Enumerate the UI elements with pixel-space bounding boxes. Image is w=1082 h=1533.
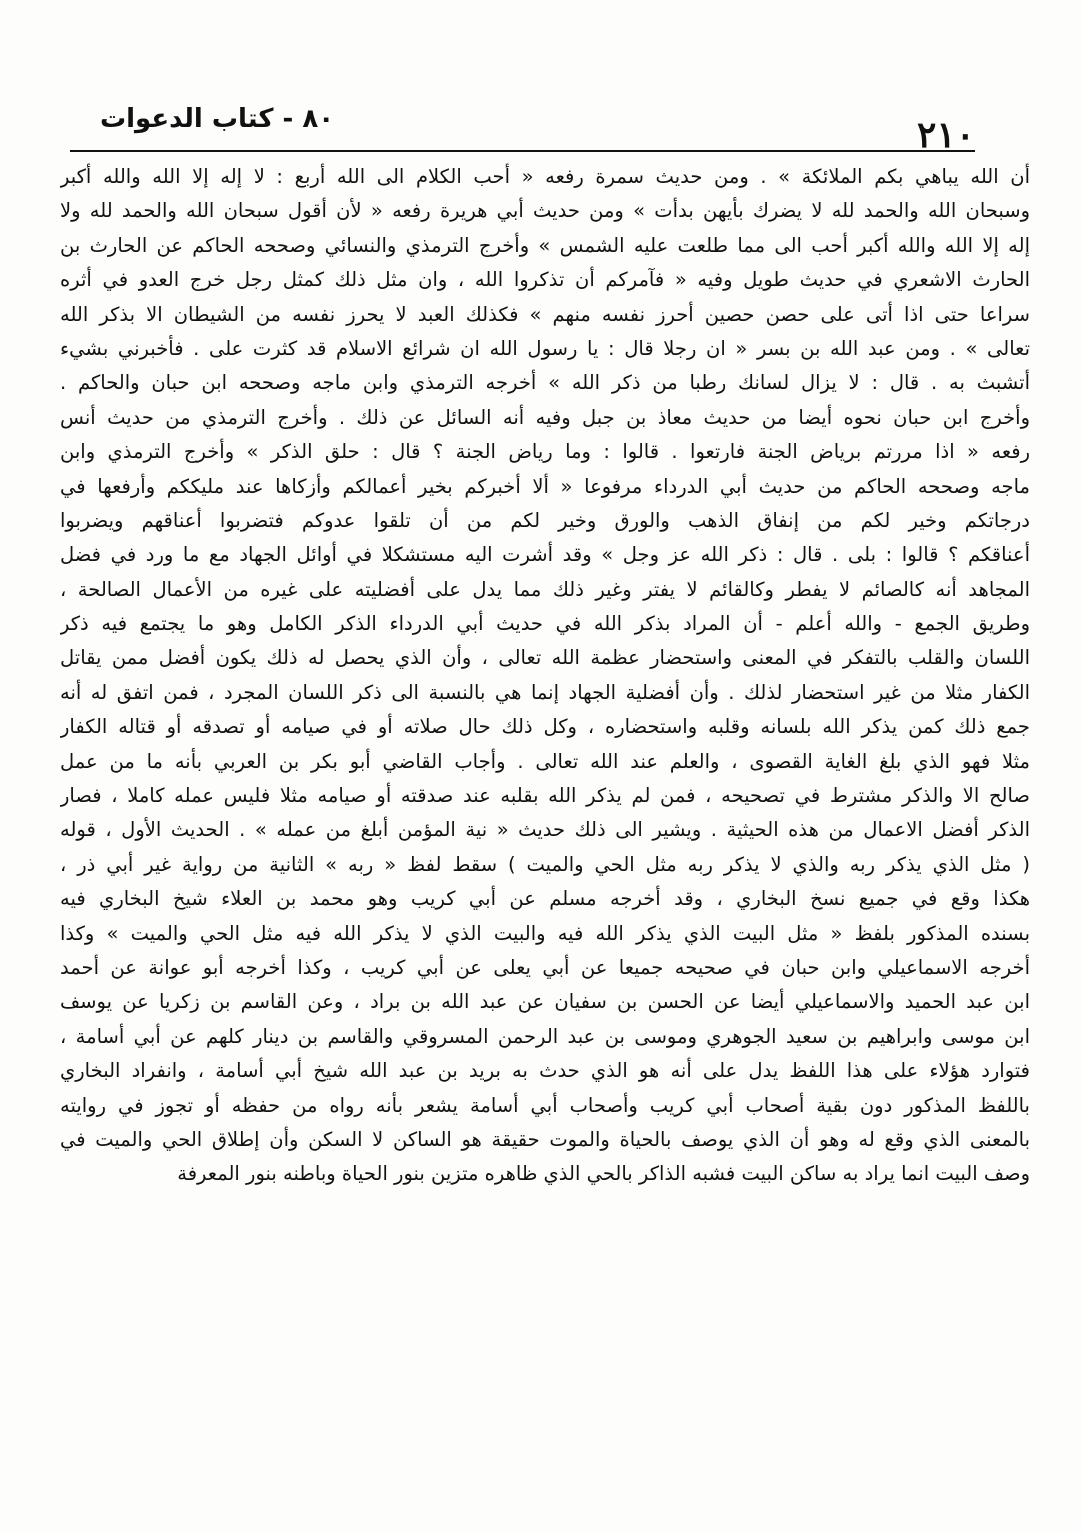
header-rule: [70, 150, 975, 152]
text-line: أن الله يباهي بكم الملائكة » . ومن حديث سمرة رفعه « أحب الكلام الى الله أربع : لا إله إلا الله والله أكبر: [60, 165, 1030, 188]
text-line: صالح الا والذكر مشترط في تصحيحه ، فمن لم يذكر الله بقلبه عند صدقته أو صيامه مثلا فليس عمله كاملا ، فصار: [60, 784, 1030, 808]
text-line: اللسان والقلب بالتفكر في المعنى واستحضار عظمة الله تعالى ، وأن الذي يحصل له ذلك يكون أفضل ممن يقاتل: [60, 646, 1030, 670]
text-line: جمع ذلك كمن يذكر الله بلسانه وقلبه واستحضاره ، وكل ذلك حال صلاته أو في صيامه أو تصدقه أو قتاله الكفار: [60, 715, 1030, 739]
text-line: ابن موسى وابراهيم بن سعيد الجوهري وموسى بن عبد الرحمن المسروقي والقاسم بن دينار كلهم عن أبي أسامة ،: [60, 1024, 1030, 1048]
text-line: الذكر أفضل الاعمال من هذه الحيثية . ويشير الى ذلك حديث « نية المؤمن أبلغ من عمله » . الحديث الأول ، قوله: [60, 818, 1030, 842]
running-head: ٨٠ - كتاب الدعوات: [100, 104, 335, 134]
text-line: بالمعنى الذي وقع له وهو أن الذي يوصف بالحياة والموت حقيقة هو الساكن لا السكن وأن إطلاق الحي والميت في: [60, 1127, 1030, 1151]
page-header: [70, 96, 975, 156]
text-line: أعناقكم ؟ قالوا : بلى . قال : ذكر الله عز وجل » وقد أشرت اليه مستشكلا في أوائل الجهاد مع ما ورد في فضل: [60, 543, 1030, 567]
body-text: [60, 160, 1030, 1450]
text-line: ( مثل الذي يذكر ربه والذي لا يذكر ربه مثل الحي والميت ) سقط لفظ « ربه » الثانية من رواية غير أبي ذر ،: [60, 852, 1030, 876]
page-number: ٢١٠: [916, 114, 975, 156]
text-line: بسنده المذكور بلفظ « مثل البيت الذي يذكر الله فيه والبيت الذي لا يذكر الله فيه مثل الحي والميت » وكذا: [60, 921, 1030, 945]
text-line: وطريق الجمع - والله أعلم - أن المراد بذكر الله في حديث أبي الدرداء الذكر الكامل وهو ما يجتمع فيه ذكر: [60, 612, 1030, 636]
text-line: وأخرج ابن حبان نحوه أيضا من حديث معاذ بن جبل وفيه أنه السائل عن ذلك . وأخرج الترمذي من حديث أنس: [60, 405, 1030, 429]
text-line: درجاتكم وخير لكم من إنفاق الذهب والورق وخير لكم من أن تلقوا عدوكم فتضربوا أعناقهم ويضربوا: [60, 508, 1030, 532]
text-line: مثلا فهو الذي بلغ الغاية القصوى ، والعلم عند الله تعالى . وأجاب القاضي أبو بكر بن العربي بأنه ما من عمل: [60, 749, 1030, 773]
text-line: الكفار مثلا من غير استحضار لذلك . وأن أفضلية الجهاد إنما هي بالنسبة الى ذكر اللسان المجرد ، فمن اتفق له أنه: [60, 680, 1030, 704]
text-line: إله إلا الله والله أكبر أحب الى مما طلعت عليه الشمس » وأخرج الترمذي والنسائي وصححه الحاكم عن الحارث بن: [60, 233, 1030, 257]
text-line: وسبحان الله والحمد لله لا يضرك بأيهن بدأت » ومن حديث أبي هريرة رفعه « لأن أقول سبحان الله والحمد لله ولا: [60, 199, 1030, 223]
text-line: المجاهد أنه كالصائم لا يفطر وكالقائم لا يفتر وغير ذلك مما يدل على أفضليته على غيره من الأعمال الصالحة ،: [60, 577, 1030, 601]
text-line: تعالى » . ومن عبد الله بن بسر « ان رجلا قال : يا رسول الله ان شرائع الاسلام قد كثرت على . فأخبرني بشيء: [60, 336, 1030, 360]
text-line: باللفظ المذكور دون بقية أصحاب أبي كريب وأصحاب أبي أسامة يشعر بأنه رواه من حفظه أو تجوز في روايته: [60, 1093, 1030, 1117]
text-line: هكذا وقع في جميع نسخ البخاري ، وقد أخرجه مسلم عن أبي كريب وهو محمد بن العلاء شيخ البخاري فيه: [60, 887, 1030, 911]
text-line: أخرجه الاسماعيلي وابن حبان في صحيحه جميعا عن أبي يعلى عن أبي كريب ، وكذا أخرجه أبو عوانة عن أحمد: [60, 955, 1030, 979]
text-line: سراعا حتى اذا أتى على حصن حصين أحرز نفسه منهم » فكذلك العبد لا يحرز نفسه من الشيطان الا بذكر الله: [60, 302, 1030, 326]
text-line: فتوارد هؤلاء على هذا اللفظ يدل على أنه هو الذي حدث به بريد بن عبد الله شيخ أبي أسامة ، وانفراد البخاري: [60, 1059, 1030, 1083]
text-line: الحارث الاشعري في حديث طويل وفيه « فآمركم أن تذكروا الله ، وان مثل ذلك كمثل رجل خرج العدو في أثره: [60, 268, 1030, 292]
text-line: أتشبث به . قال : لا يزال لسانك رطبا من ذكر الله » أخرجه الترمذي وابن ماجه وصححه ابن حبان والحاكم .: [60, 371, 1030, 395]
text-line: ماجه وصححه الحاكم من حديث أبي الدرداء مرفوعا « ألا أخبركم بخير أعمالكم وأزكاها عند مليككم وأرفعها في: [60, 474, 1030, 498]
text-line: رفعه « اذا مررتم برياض الجنة فارتعوا . قالوا : وما رياض الجنة ؟ قال : حلق الذكر » وأخرج الترمذي وابن: [60, 440, 1030, 464]
text-line: ابن عبد الحميد والاسماعيلي أيضا عن الحسن بن سفيان عن عبد الله بن براد ، وعن القاسم بن زكريا عن يوسف: [60, 990, 1030, 1014]
text-line: وصف البيت انما يراد به ساكن البيت فشبه الذاكر بالحي الذي ظاهره متزين بنور الحياة وباطنه بنور المعرفة: [177, 1162, 1030, 1186]
